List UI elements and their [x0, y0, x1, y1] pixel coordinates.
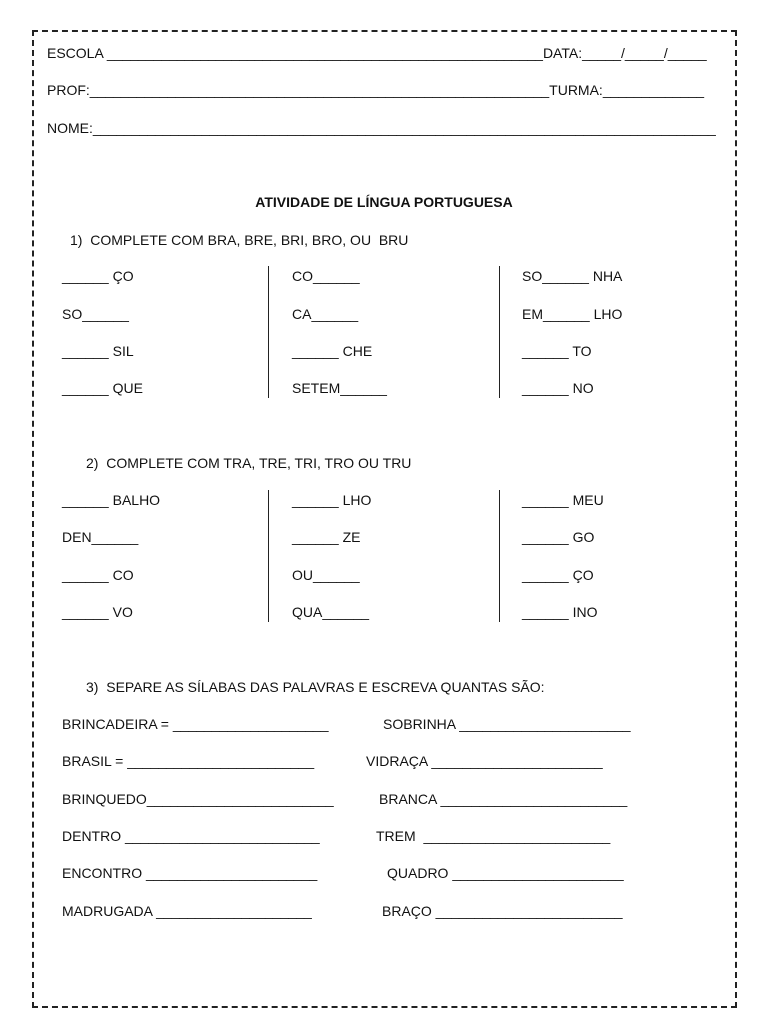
q2-col3-item[interactable]: ______ MEU [522, 492, 604, 508]
q2-col2-item[interactable]: QUA______ [292, 604, 370, 620]
q1-col2-item[interactable]: CA______ [292, 306, 359, 322]
q2-col2-item[interactable]: ______ ZE [292, 529, 361, 545]
q1-col2-item[interactable]: SETEM______ [292, 380, 387, 396]
q1-col1-item[interactable]: ______ SIL [62, 343, 134, 359]
q3-left-item[interactable]: MADRUGADA ____________________ [62, 903, 312, 919]
q3-right-item[interactable]: BRANCA ________________________ [379, 791, 628, 807]
nome-field[interactable]: NOME:________________________________________________________________________________ [47, 120, 716, 136]
q3-left-item[interactable]: BRASIL = ________________________ [62, 753, 315, 769]
q3-right-item[interactable]: TREM ________________________ [376, 828, 611, 844]
prof-field[interactable]: PROF:___________________________________________________________TURMA:_____________ [47, 82, 705, 98]
q2-col1-item[interactable]: ______ CO [62, 567, 134, 583]
q2-col2-item[interactable]: OU______ [292, 567, 360, 583]
q2-col1-item[interactable]: ______ BALHO [62, 492, 161, 508]
q3-left-item[interactable]: BRINQUEDO________________________ [62, 791, 334, 807]
q2-col3-item[interactable]: ______ ÇO [522, 567, 594, 583]
q3-heading: 3) SEPARE AS SÍLABAS DAS PALAVRAS E ESCREVA QUANTAS SÃO: [86, 679, 545, 695]
q1-col2-item[interactable]: CO______ [292, 268, 360, 284]
q2-divider-2 [499, 490, 500, 622]
q2-col3-item[interactable]: ______ GO [522, 529, 595, 545]
q1-col3-item[interactable]: EM______ LHO [522, 306, 623, 322]
q2-col1-item[interactable]: DEN______ [62, 529, 139, 545]
q1-col3-item[interactable]: ______ NO [522, 380, 594, 396]
q1-col1-item[interactable]: SO______ [62, 306, 129, 322]
q2-col2-item[interactable]: ______ LHO [292, 492, 372, 508]
q2-heading: 2) COMPLETE COM TRA, TRE, TRI, TRO OU TRU [86, 455, 412, 471]
q1-divider-1 [268, 266, 269, 398]
activity-title: ATIVIDADE DE LÍNGUA PORTUGUESA [255, 194, 513, 210]
q3-right-item[interactable]: QUADRO ______________________ [387, 865, 624, 881]
q2-col3-item[interactable]: ______ INO [522, 604, 598, 620]
worksheet-border [32, 30, 737, 1008]
q1-col3-item[interactable]: SO______ NHA [522, 268, 623, 284]
q1-col2-item[interactable]: ______ CHE [292, 343, 373, 359]
q3-right-item[interactable]: VIDRAÇA ______________________ [366, 753, 603, 769]
q3-left-item[interactable]: BRINCADEIRA = ____________________ [62, 716, 329, 732]
q2-col1-item[interactable]: ______ VO [62, 604, 133, 620]
q1-divider-2 [499, 266, 500, 398]
q1-heading: 1) COMPLETE COM BRA, BRE, BRI, BRO, OU BRU [70, 232, 409, 248]
escola-field[interactable]: ESCOLA ________________________________________________________DATA:_____/_____/_____ [47, 45, 707, 61]
q3-left-item[interactable]: DENTRO _________________________ [62, 828, 320, 844]
q3-right-item[interactable]: BRAÇO ________________________ [382, 903, 623, 919]
q1-col1-item[interactable]: ______ QUE [62, 380, 143, 396]
q2-divider-1 [268, 490, 269, 622]
q3-right-item[interactable]: SOBRINHA ______________________ [383, 716, 631, 732]
q1-col3-item[interactable]: ______ TO [522, 343, 592, 359]
q3-left-item[interactable]: ENCONTRO ______________________ [62, 865, 318, 881]
q1-col1-item[interactable]: ______ ÇO [62, 268, 134, 284]
